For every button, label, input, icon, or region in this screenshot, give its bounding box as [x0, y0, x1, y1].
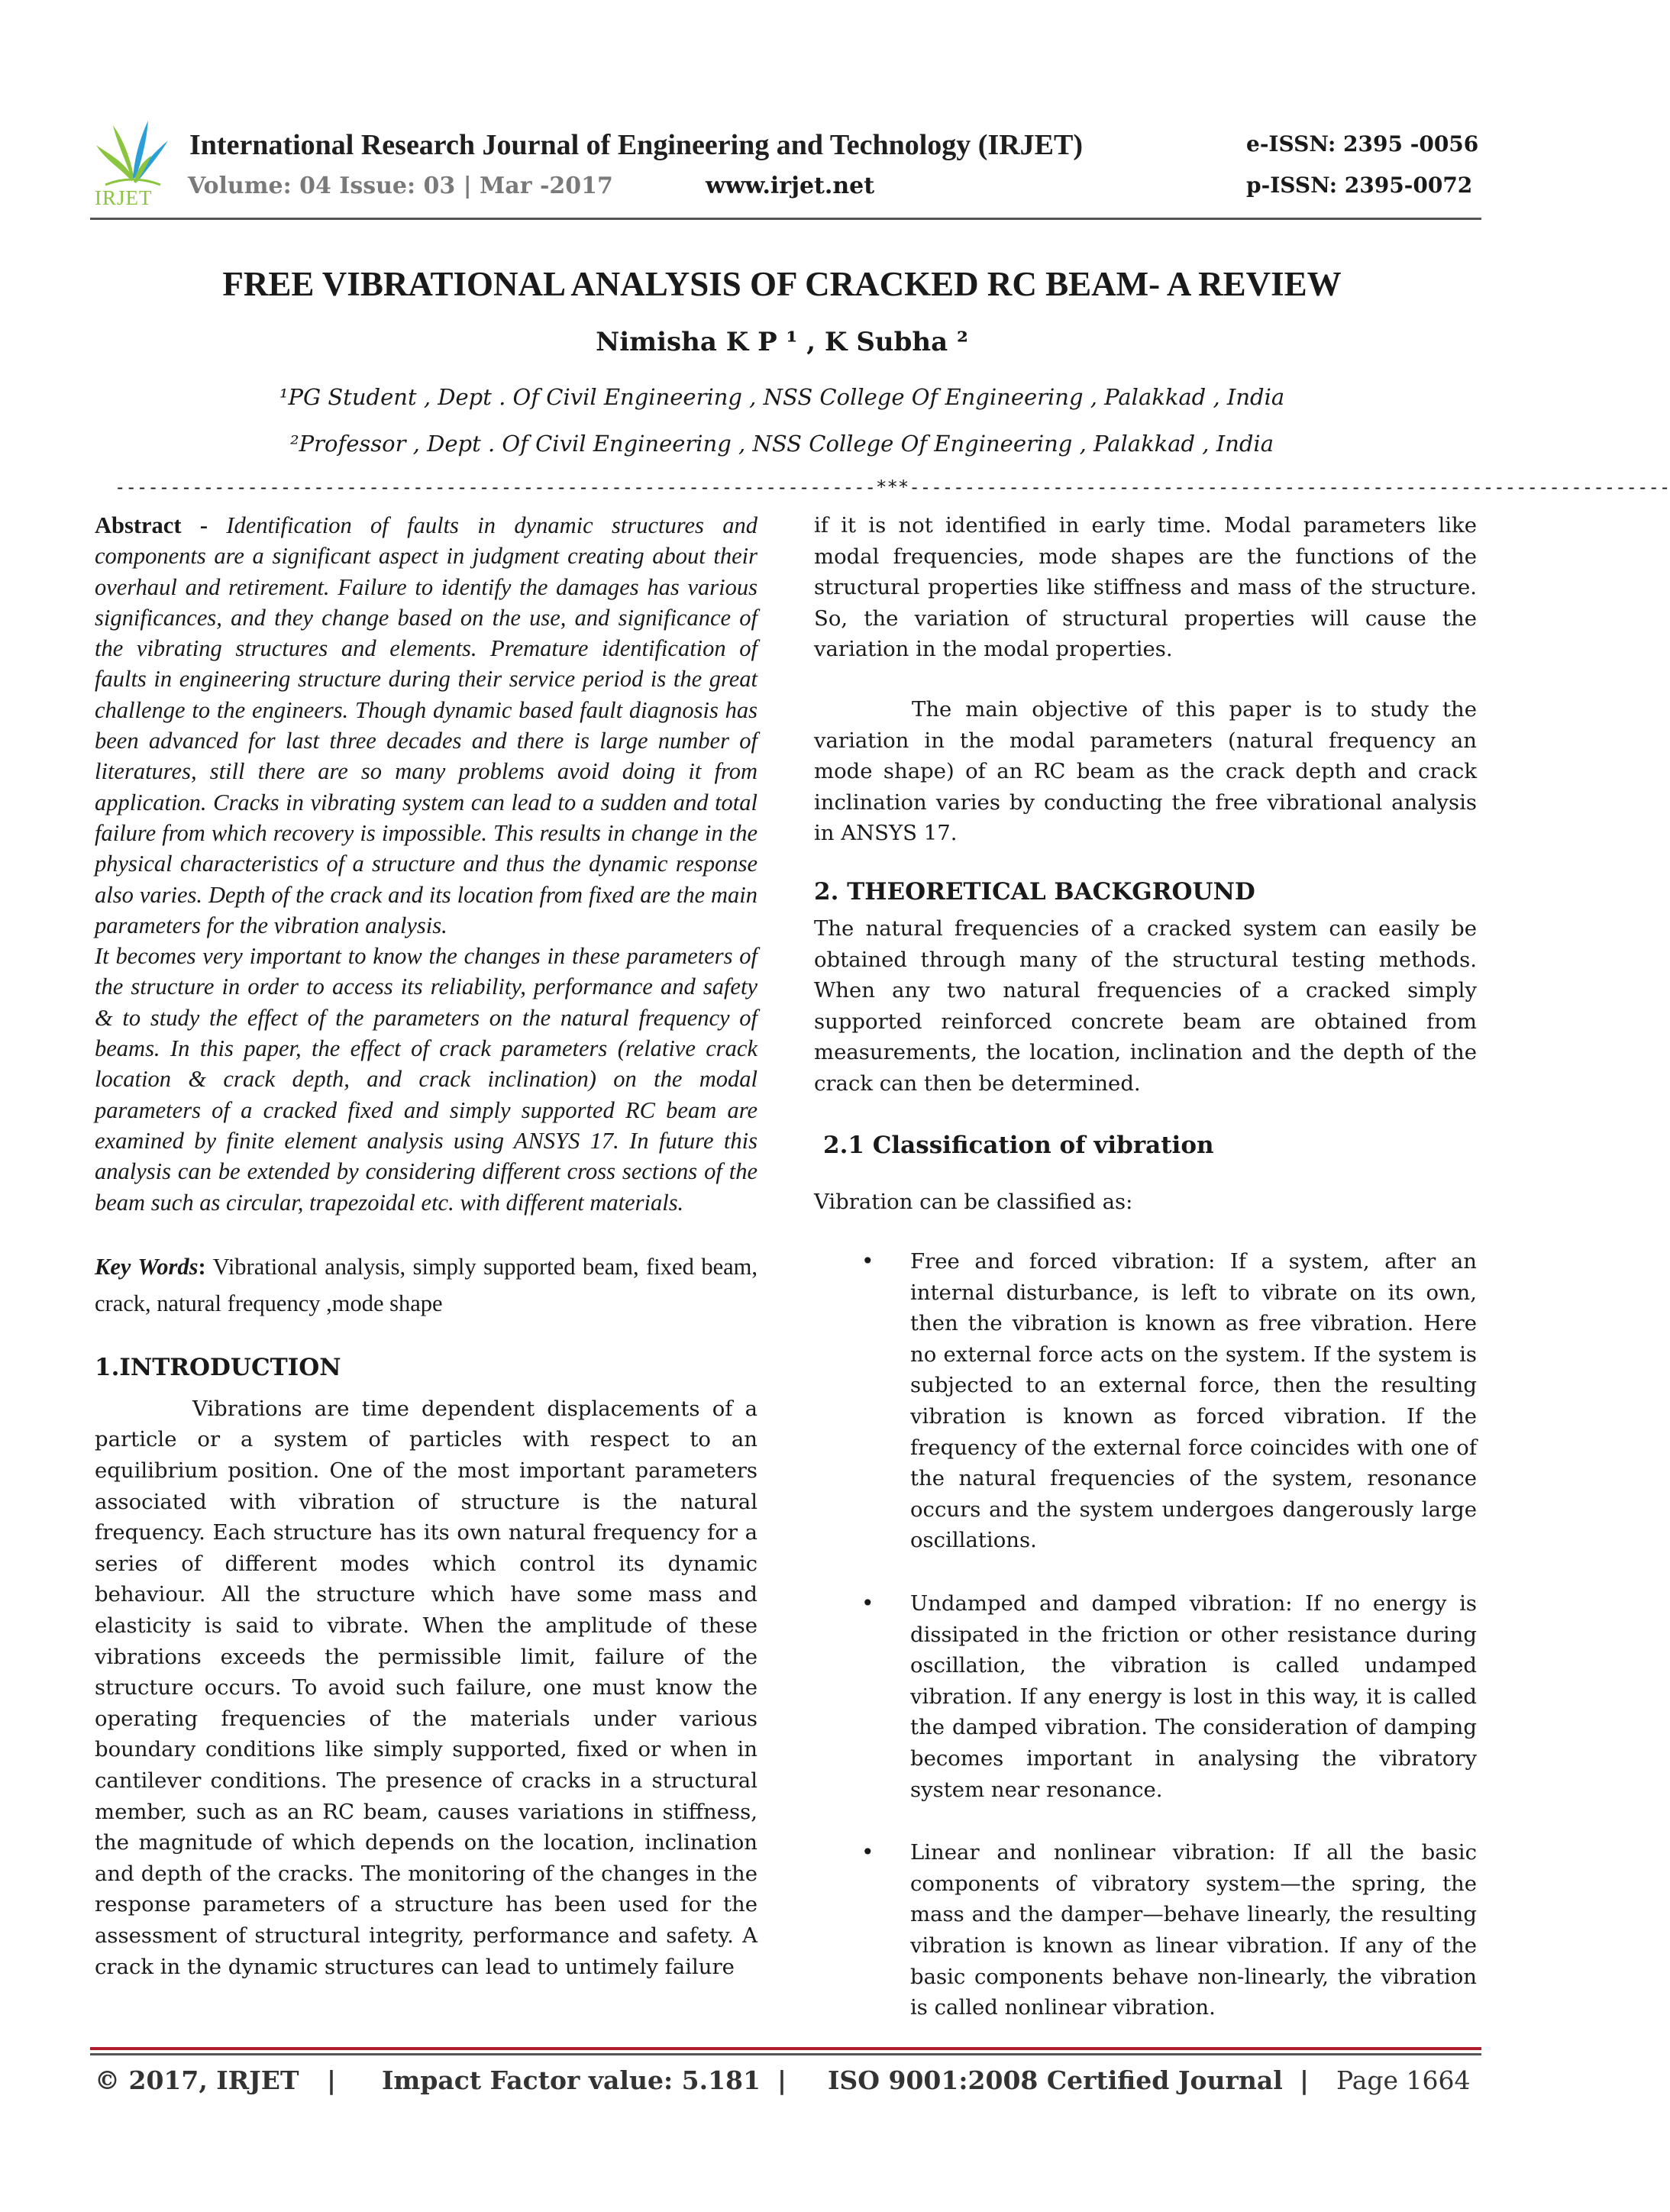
- footer-divider-red: [90, 2047, 1481, 2050]
- list-item-text: Linear and nonlinear vibration: If all the basic components of vibratory system—the spring, the mass and the damper—behave linearly, the resulting vibration is known as linear vibration. If any of the basic components behave non-linearly, the vibration is called nonlinear vibration.: [910, 1840, 1477, 2020]
- header-divider: [90, 218, 1481, 220]
- abstract-text: Identification of faults in dynamic structures and components are a significant aspect in judgment creating about their overhaul and retirement. Failure to identify the damages has various significances, and they change based on the use, and significance of the vibrating structures and elements. Premature identification of faults in engineering structure during their service period is the great challenge to the engineers. Though dynamic based fault diagnosis has been advanced for last three decades and there is large number of literatures, still there are so many problems avoid doing it from application. Cracks in vibrating system can lead to a sudden and total failure from which recovery is impossible. This results in change in the physical characteristics of a structure and thus the dynamic response also varies. Depth of the crack and its location from fixed are the main parameters for the vibration analysis.: [95, 512, 758, 938]
- journal-logo: [90, 115, 174, 208]
- paper-title: FREE VIBRATIONAL ANALYSIS OF CRACKED RC BEAM- A REVIEW: [222, 265, 1342, 303]
- keywords-colon: :: [198, 1253, 206, 1280]
- left-column: [95, 510, 757, 1982]
- section-separator: ---------------------------------------------------------------------***---------------------------------------------------------------------: [115, 476, 1670, 498]
- bullet: •: [861, 1590, 874, 1616]
- keywords-text: Vibrational analysis, simply supported beam, fixed beam, crack, natural frequency ,mode shape: [95, 1253, 758, 1316]
- footer-copyright: © 2017, IRJET: [95, 2065, 299, 2095]
- e-issn: e-ISSN: 2395 -0056: [1246, 131, 1479, 157]
- p-issn: p-ISSN: 2395-0072: [1246, 173, 1473, 198]
- keywords-label: Key Words: [95, 1253, 199, 1280]
- page-number: Page 1664: [1336, 2065, 1471, 2095]
- objective-paragraph: The main objective of this paper is to study the variation in the modal parameters (natural frequency an mode shape) of an RC beam as the crack depth and crack inclination varies by conducting the free vibrational analysis in ANSYS 17.: [814, 696, 1477, 846]
- keywords: [95, 1248, 757, 1322]
- list-item: [814, 1588, 1477, 1805]
- affiliation-2: ²Professor , Dept . Of Civil Engineering , NSS College Of Engineering , Palakkad , India: [290, 431, 1274, 457]
- journal-website[interactable]: www.irjet.net: [706, 173, 875, 199]
- abstract-label: Abstract -: [95, 512, 227, 538]
- footer-divider: [90, 2053, 1481, 2055]
- list-item: [814, 1246, 1477, 1556]
- footer-separator: |: [327, 2065, 337, 2095]
- footer-impact-factor: Impact Factor value: 5.181: [382, 2065, 761, 2095]
- volume-issue: Volume: 04 Issue: 03 | Mar -2017: [188, 173, 613, 199]
- right-column: [814, 510, 1477, 2055]
- theory-heading: 2. THEORETICAL BACKGROUND: [814, 877, 1255, 906]
- footer-separator: |: [1300, 2065, 1310, 2095]
- introduction-text: Vibrations are time dependent displacements of a particle or a system of particles with respect to an equilibrium position. One of the most important parameters associated with vibration of structure is the natural frequency. Each structure has its own natural frequency for a series of different modes which control its dynamic behaviour. All the structure which have some mass and elasticity is said to vibrate. When the amplitude of these vibrations exceeds the permissible limit, failure of the structure occurs. To avoid such failure, one must know the operating frequencies of the materials under various boundary conditions like simply supported, fixed or when in cantilever conditions. The presence of cracks in a structural member, such as an RC beam, causes variations in stiffness, the magnitude of which depends on the location, inclination and depth of the cracks. The monitoring of the changes in the response parameters of a structure has been used for the assessment of structural integrity, performance and safety. A crack in the dynamic structures can lead to untimely failure: [95, 1396, 757, 1979]
- list-item-text: Undamped and damped vibration: If no energy is dissipated in the friction or other resistance during oscillation, the vibration is called undamped vibration. If any energy is lost in this way, it is called the damped vibration. The consideration of damping becomes important in analysing the vibratory system near resonance.: [910, 1591, 1477, 1802]
- bullet: •: [861, 1839, 874, 1865]
- list-item-text: Free and forced vibration: If a system, after an internal disturbance, is left to vibrate on its own, then the vibration is known as free vibration. Here no external force acts on the system. If the system is subjected to an external force, then the resulting vibration is known as forced vibration. If the frequency of the external force coincides with one of the natural frequencies of the system, resonance occurs and the system undergoes dangerously large oscillations.: [910, 1249, 1477, 1553]
- introduction-heading: 1.INTRODUCTION: [95, 1353, 341, 1381]
- footer-iso: ISO 9001:2008 Certified Journal: [828, 2065, 1283, 2095]
- classification-intro: Vibration can be classified as:: [814, 1189, 1133, 1214]
- affiliation-1: ¹PG Student , Dept . Of Civil Engineering , NSS College Of Engineering , Palakkad , India: [279, 384, 1285, 410]
- authors: Nimisha K P ¹ , K Subha ²: [596, 327, 968, 357]
- journal-title: International Research Journal of Engineering and Technology (IRJET): [189, 129, 1084, 161]
- intro-continuation-paragraph: if it is not identified in early time. Modal parameters like modal frequencies, mode shapes are the functions of the structural properties like stiffness and mass of the structure. So, the variation of structural properties will cause the variation in the modal properties.: [814, 513, 1477, 662]
- bullet: •: [861, 1248, 874, 1274]
- list-item: [814, 1837, 1477, 2023]
- theory-text: The natural frequencies of a cracked system can easily be obtained through many of the structural testing methods. When any two natural frequencies of a cracked simply supported reinforced concrete beam are obtained from measurements, the location, inclination and the depth of the crack can then be determined.: [814, 915, 1477, 1096]
- logo-text: IRJET: [95, 186, 153, 209]
- abstract: [95, 510, 757, 941]
- footer-separator: |: [777, 2065, 787, 2095]
- abstract-text-continued: It becomes very important to know the changes in these parameters of the structure in order to access its reliability, performance and safety & to study the effect of the parameters on the natural frequency of beams. In this paper, the effect of crack parameters (relative crack location & crack depth, and crack inclination) on the modal parameters of a cracked fixed and simply supported RC beam are examined by finite element analysis using ANSYS 17. In future this analysis can be extended by considering different cross sections of the beam such as circular, trapezoidal etc. with different materials.: [95, 943, 757, 1216]
- classification-heading: 2.1 Classification of vibration: [823, 1131, 1214, 1159]
- vibration-types-list: [814, 1246, 1477, 2023]
